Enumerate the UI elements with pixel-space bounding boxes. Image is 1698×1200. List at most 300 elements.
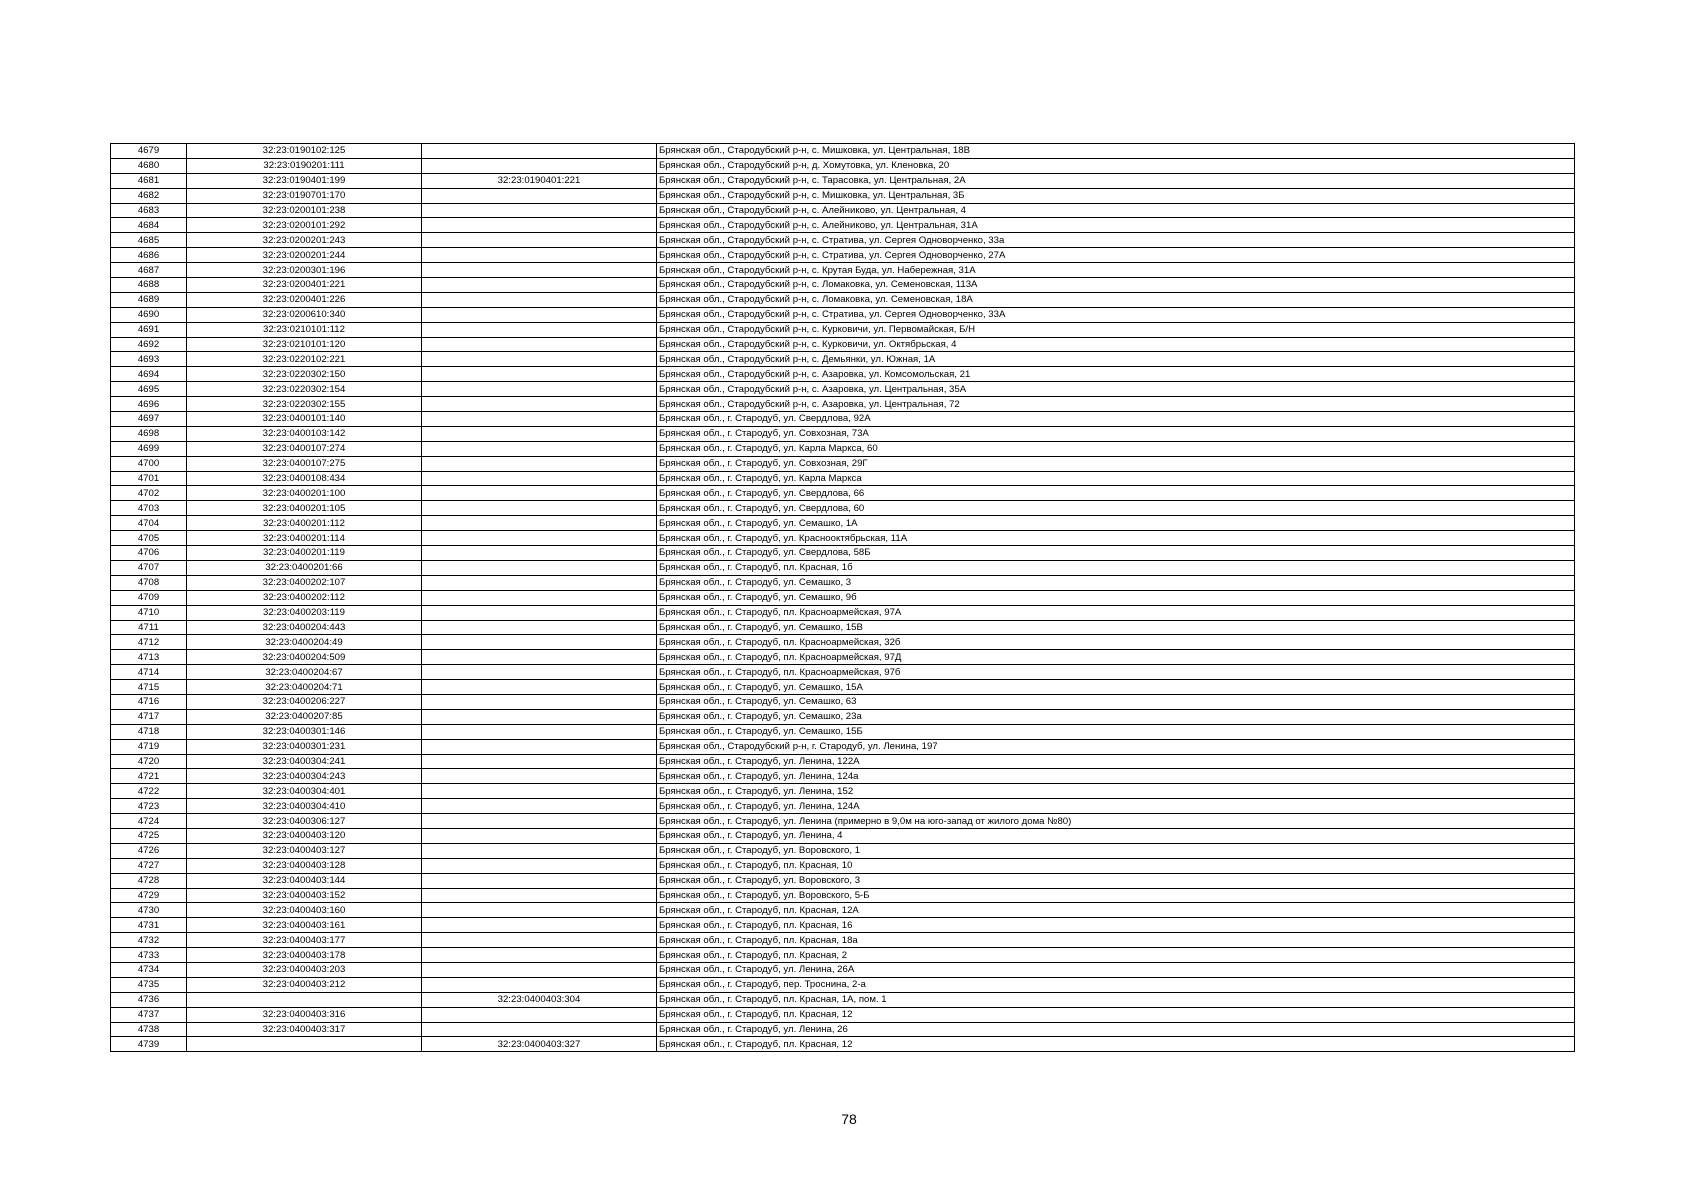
cadastral-number-cell: 32:23:0400201:66 xyxy=(187,560,422,575)
related-cadastral-number-cell xyxy=(422,546,657,561)
address-cell: Брянская обл., г. Стародуб, ул. Совхозная, 73А xyxy=(657,426,1575,441)
related-cadastral-number-cell xyxy=(422,828,657,843)
row-number-cell: 4716 xyxy=(111,694,187,709)
row-number-cell: 4727 xyxy=(111,858,187,873)
address-cell: Брянская обл., г. Стародуб, пл. Красная, 12 xyxy=(657,1037,1575,1052)
related-cadastral-number-cell xyxy=(422,486,657,501)
cadastral-number-cell: 32:23:0210101:120 xyxy=(187,337,422,352)
row-number-cell: 4722 xyxy=(111,784,187,799)
table-row xyxy=(111,680,1575,695)
row-number-cell: 4731 xyxy=(111,918,187,933)
row-number-cell: 4713 xyxy=(111,650,187,665)
row-number-cell: 4688 xyxy=(111,278,187,293)
cadastral-number-cell: 32:23:0400403:144 xyxy=(187,873,422,888)
related-cadastral-number-cell xyxy=(422,441,657,456)
address-cell: Брянская обл., г. Стародуб, ул. Свердлова, 58Б xyxy=(657,546,1575,561)
cadastral-number-cell: 32:23:0200301:196 xyxy=(187,263,422,278)
address-cell: Брянская обл., Стародубский р-н, с. Мишковка, ул. Центральная, 18В xyxy=(657,144,1575,159)
row-number-cell: 4684 xyxy=(111,218,187,233)
row-number-cell: 4735 xyxy=(111,977,187,992)
table-row xyxy=(111,144,1575,159)
row-number-cell: 4694 xyxy=(111,367,187,382)
address-cell: Брянская обл., г. Стародуб, ул. Ленина, 4 xyxy=(657,828,1575,843)
table-row xyxy=(111,382,1575,397)
related-cadastral-number-cell xyxy=(422,620,657,635)
related-cadastral-number-cell xyxy=(422,784,657,799)
row-number-cell: 4683 xyxy=(111,203,187,218)
related-cadastral-number-cell xyxy=(422,367,657,382)
cadastral-number-cell: 32:23:0400304:401 xyxy=(187,784,422,799)
row-number-cell: 4738 xyxy=(111,1022,187,1037)
related-cadastral-number-cell xyxy=(422,501,657,516)
table-row xyxy=(111,769,1575,784)
address-cell: Брянская обл., г. Стародуб, ул. Воровского, 1 xyxy=(657,843,1575,858)
cadastral-number-cell: 32:23:0400403:203 xyxy=(187,962,422,977)
related-cadastral-number-cell xyxy=(422,918,657,933)
related-cadastral-number-cell xyxy=(422,709,657,724)
cadastral-number-cell: 32:23:0400301:146 xyxy=(187,724,422,739)
cadastral-number-cell xyxy=(187,992,422,1007)
table-row xyxy=(111,233,1575,248)
cadastral-number-cell: 32:23:0190201:111 xyxy=(187,158,422,173)
cadastral-number-cell xyxy=(187,1037,422,1052)
table-row xyxy=(111,546,1575,561)
row-number-cell: 4704 xyxy=(111,516,187,531)
table-row xyxy=(111,635,1575,650)
table-row xyxy=(111,337,1575,352)
address-cell: Брянская обл., г. Стародуб, пл. Красная, 16 xyxy=(657,918,1575,933)
cadastral-number-cell: 32:23:0400403:316 xyxy=(187,1007,422,1022)
related-cadastral-number-cell xyxy=(422,471,657,486)
row-number-cell: 4711 xyxy=(111,620,187,635)
row-number-cell: 4723 xyxy=(111,799,187,814)
address-cell: Брянская обл., Стародубский р-н, с. Стратива, ул. Сергея Одноворченко, 27А xyxy=(657,248,1575,263)
row-number-cell: 4714 xyxy=(111,665,187,680)
row-number-cell: 4733 xyxy=(111,948,187,963)
cadastral-number-cell: 32:23:0400304:241 xyxy=(187,754,422,769)
cadastral-number-cell: 32:23:0400306:127 xyxy=(187,814,422,829)
related-cadastral-number-cell xyxy=(422,635,657,650)
related-cadastral-number-cell xyxy=(422,397,657,412)
table-row xyxy=(111,307,1575,322)
related-cadastral-number-cell: 32:23:0400403:327 xyxy=(422,1037,657,1052)
table-row xyxy=(111,1037,1575,1052)
related-cadastral-number-cell xyxy=(422,426,657,441)
related-cadastral-number-cell xyxy=(422,799,657,814)
address-cell: Брянская обл., г. Стародуб, ул. Ленина (примерно в 9,0м на юго-запад от жилого дома №80) xyxy=(657,814,1575,829)
cadastral-number-cell: 32:23:0400403:128 xyxy=(187,858,422,873)
address-cell: Брянская обл., г. Стародуб, ул. Ленина, 122А xyxy=(657,754,1575,769)
cadastral-number-cell: 32:23:0400403:178 xyxy=(187,948,422,963)
address-cell: Брянская обл., Стародубский р-н, с. Алейниково, ул. Центральная, 4 xyxy=(657,203,1575,218)
table-row xyxy=(111,531,1575,546)
table-row xyxy=(111,322,1575,337)
table-row xyxy=(111,560,1575,575)
address-cell: Брянская обл., Стародубский р-н, с. Азаровка, ул. Центральная, 35А xyxy=(657,382,1575,397)
related-cadastral-number-cell xyxy=(422,1022,657,1037)
row-number-cell: 4682 xyxy=(111,188,187,203)
table-row xyxy=(111,173,1575,188)
row-number-cell: 4699 xyxy=(111,441,187,456)
row-number-cell: 4691 xyxy=(111,322,187,337)
row-number-cell: 4695 xyxy=(111,382,187,397)
row-number-cell: 4729 xyxy=(111,888,187,903)
address-cell: Брянская обл., г. Стародуб, ул. Карла Маркса xyxy=(657,471,1575,486)
related-cadastral-number-cell xyxy=(422,292,657,307)
related-cadastral-number-cell xyxy=(422,754,657,769)
related-cadastral-number-cell xyxy=(422,650,657,665)
row-number-cell: 4703 xyxy=(111,501,187,516)
address-cell: Брянская обл., Стародубский р-н, с. Стратива, ул. Сергея Одноворченко, 33а xyxy=(657,233,1575,248)
table-row xyxy=(111,397,1575,412)
row-number-cell: 4702 xyxy=(111,486,187,501)
table-row xyxy=(111,426,1575,441)
cadastral-number-cell: 32:23:0200101:238 xyxy=(187,203,422,218)
row-number-cell: 4709 xyxy=(111,590,187,605)
related-cadastral-number-cell xyxy=(422,769,657,784)
related-cadastral-number-cell xyxy=(422,873,657,888)
table-row xyxy=(111,620,1575,635)
cadastral-number-cell: 32:23:0400202:107 xyxy=(187,575,422,590)
related-cadastral-number-cell xyxy=(422,233,657,248)
row-number-cell: 4685 xyxy=(111,233,187,248)
row-number-cell: 4705 xyxy=(111,531,187,546)
address-cell: Брянская обл., г. Стародуб, ул. Воровского, 5-Б xyxy=(657,888,1575,903)
cadastral-number-cell: 32:23:0190102:125 xyxy=(187,144,422,159)
related-cadastral-number-cell xyxy=(422,248,657,263)
cadastral-number-cell: 32:23:0400202:112 xyxy=(187,590,422,605)
address-cell: Брянская обл., Стародубский р-н, с. Крутая Буда, ул. Набережная, 31А xyxy=(657,263,1575,278)
row-number-cell: 4728 xyxy=(111,873,187,888)
related-cadastral-number-cell xyxy=(422,412,657,427)
related-cadastral-number-cell xyxy=(422,203,657,218)
row-number-cell: 4736 xyxy=(111,992,187,1007)
row-number-cell: 4693 xyxy=(111,352,187,367)
table-row xyxy=(111,799,1575,814)
address-cell: Брянская обл., Стародубский р-н, с. Азаровка, ул. Центральная, 72 xyxy=(657,397,1575,412)
related-cadastral-number-cell xyxy=(422,188,657,203)
cadastral-number-cell: 32:23:0200201:243 xyxy=(187,233,422,248)
related-cadastral-number-cell xyxy=(422,739,657,754)
table-row xyxy=(111,888,1575,903)
table-row xyxy=(111,456,1575,471)
related-cadastral-number-cell xyxy=(422,888,657,903)
property-registry-table xyxy=(110,143,1575,1052)
cadastral-number-cell: 32:23:0400201:119 xyxy=(187,546,422,561)
related-cadastral-number-cell xyxy=(422,263,657,278)
cadastral-number-cell: 32:23:0400101:140 xyxy=(187,412,422,427)
table-row xyxy=(111,203,1575,218)
row-number-cell: 4715 xyxy=(111,680,187,695)
row-number-cell: 4710 xyxy=(111,605,187,620)
row-number-cell: 4700 xyxy=(111,456,187,471)
row-number-cell: 4692 xyxy=(111,337,187,352)
address-cell: Брянская обл., г. Стародуб, пл. Красноармейская, 97А xyxy=(657,605,1575,620)
address-cell: Брянская обл., Стародубский р-н, с. Ломаковка, ул. Семеновская, 18А xyxy=(657,292,1575,307)
table-row xyxy=(111,471,1575,486)
address-cell: Брянская обл., г. Стародуб, пл. Красноармейская, 97Д xyxy=(657,650,1575,665)
table-row xyxy=(111,933,1575,948)
address-cell: Брянская обл., г. Стародуб, пл. Красная, 12 xyxy=(657,1007,1575,1022)
address-cell: Брянская обл., Стародубский р-н, с. Тарасовка, ул. Центральная, 2А xyxy=(657,173,1575,188)
related-cadastral-number-cell xyxy=(422,516,657,531)
related-cadastral-number-cell: 32:23:0190401:221 xyxy=(422,173,657,188)
address-cell: Брянская обл., Стародубский р-н, с. Ломаковка, ул. Семеновская, 113А xyxy=(657,278,1575,293)
row-number-cell: 4687 xyxy=(111,263,187,278)
table-row xyxy=(111,590,1575,605)
address-cell: Брянская обл., Стародубский р-н, г. Стародуб, ул. Ленина, 197 xyxy=(657,739,1575,754)
cadastral-number-cell: 32:23:0200201:244 xyxy=(187,248,422,263)
cadastral-number-cell: 32:23:0400201:114 xyxy=(187,531,422,546)
table-row xyxy=(111,188,1575,203)
cadastral-number-cell: 32:23:0400403:120 xyxy=(187,828,422,843)
cadastral-number-cell: 32:23:0400203:119 xyxy=(187,605,422,620)
address-cell: Брянская обл., Стародубский р-н, с. Алейниково, ул. Центральная, 31А xyxy=(657,218,1575,233)
address-cell: Брянская обл., г. Стародуб, ул. Ленина, 26 xyxy=(657,1022,1575,1037)
row-number-cell: 4690 xyxy=(111,307,187,322)
table-row xyxy=(111,412,1575,427)
cadastral-number-cell: 32:23:0200610:340 xyxy=(187,307,422,322)
address-cell: Брянская обл., г. Стародуб, ул. Семашко, 9б xyxy=(657,590,1575,605)
registry-table-body xyxy=(111,144,1575,1052)
cadastral-number-cell: 32:23:0400403:317 xyxy=(187,1022,422,1037)
related-cadastral-number-cell xyxy=(422,456,657,471)
cadastral-number-cell: 32:23:0400207:85 xyxy=(187,709,422,724)
address-cell: Брянская обл., г. Стародуб, пл. Красная, 2 xyxy=(657,948,1575,963)
cadastral-number-cell: 32:23:0210101:112 xyxy=(187,322,422,337)
table-row xyxy=(111,367,1575,382)
address-cell: Брянская обл., г. Стародуб, ул. Свердлова, 66 xyxy=(657,486,1575,501)
table-row xyxy=(111,486,1575,501)
cadastral-number-cell: 32:23:0400204:509 xyxy=(187,650,422,665)
related-cadastral-number-cell xyxy=(422,352,657,367)
cadastral-number-cell: 32:23:0400403:212 xyxy=(187,977,422,992)
address-cell: Брянская обл., г. Стародуб, пл. Красная, 1А, пом. 1 xyxy=(657,992,1575,1007)
address-cell: Брянская обл., г. Стародуб, ул. Карла Маркса, 60 xyxy=(657,441,1575,456)
related-cadastral-number-cell xyxy=(422,694,657,709)
address-cell: Брянская обл., г. Стародуб, ул. Свердлова, 60 xyxy=(657,501,1575,516)
address-cell: Брянская обл., г. Стародуб, ул. Ленина, 26А xyxy=(657,962,1575,977)
related-cadastral-number-cell xyxy=(422,337,657,352)
cadastral-number-cell: 32:23:0400201:105 xyxy=(187,501,422,516)
related-cadastral-number-cell xyxy=(422,382,657,397)
table-row xyxy=(111,158,1575,173)
address-cell: Брянская обл., Стародубский р-н, с. Стратива, ул. Сергея Одноворченко, 33А xyxy=(657,307,1575,322)
row-number-cell: 4707 xyxy=(111,560,187,575)
related-cadastral-number-cell xyxy=(422,278,657,293)
table-row xyxy=(111,784,1575,799)
related-cadastral-number-cell xyxy=(422,575,657,590)
row-number-cell: 4734 xyxy=(111,962,187,977)
related-cadastral-number-cell xyxy=(422,680,657,695)
row-number-cell: 4720 xyxy=(111,754,187,769)
row-number-cell: 4680 xyxy=(111,158,187,173)
row-number-cell: 4686 xyxy=(111,248,187,263)
related-cadastral-number-cell xyxy=(422,218,657,233)
cadastral-number-cell: 32:23:0400204:67 xyxy=(187,665,422,680)
table-row xyxy=(111,948,1575,963)
related-cadastral-number-cell xyxy=(422,531,657,546)
cadastral-number-cell: 32:23:0220102:221 xyxy=(187,352,422,367)
table-row xyxy=(111,1007,1575,1022)
table-row xyxy=(111,709,1575,724)
table-row xyxy=(111,903,1575,918)
row-number-cell: 4730 xyxy=(111,903,187,918)
related-cadastral-number-cell xyxy=(422,858,657,873)
table-row xyxy=(111,501,1575,516)
cadastral-number-cell: 32:23:0400403:161 xyxy=(187,918,422,933)
table-row xyxy=(111,814,1575,829)
related-cadastral-number-cell xyxy=(422,977,657,992)
related-cadastral-number-cell xyxy=(422,903,657,918)
related-cadastral-number-cell xyxy=(422,605,657,620)
cadastral-number-cell: 32:23:0220302:154 xyxy=(187,382,422,397)
cadastral-number-cell: 32:23:0190701:170 xyxy=(187,188,422,203)
related-cadastral-number-cell xyxy=(422,948,657,963)
related-cadastral-number-cell xyxy=(422,307,657,322)
cadastral-number-cell: 32:23:0220302:150 xyxy=(187,367,422,382)
address-cell: Брянская обл., Стародубский р-н, с. Азаровка, ул. Комсомольская, 21 xyxy=(657,367,1575,382)
address-cell: Брянская обл., г. Стародуб, ул. Свердлова, 92А xyxy=(657,412,1575,427)
table-row xyxy=(111,873,1575,888)
cadastral-number-cell: 32:23:0400201:100 xyxy=(187,486,422,501)
row-number-cell: 4697 xyxy=(111,412,187,427)
row-number-cell: 4717 xyxy=(111,709,187,724)
table-row xyxy=(111,665,1575,680)
cadastral-number-cell: 32:23:0400103:142 xyxy=(187,426,422,441)
row-number-cell: 4737 xyxy=(111,1007,187,1022)
table-row xyxy=(111,694,1575,709)
related-cadastral-number-cell xyxy=(422,665,657,680)
table-row xyxy=(111,754,1575,769)
table-row xyxy=(111,605,1575,620)
row-number-cell: 4725 xyxy=(111,828,187,843)
row-number-cell: 4679 xyxy=(111,144,187,159)
related-cadastral-number-cell xyxy=(422,590,657,605)
table-row xyxy=(111,739,1575,754)
address-cell: Брянская обл., г. Стародуб, пл. Красноармейская, 32б xyxy=(657,635,1575,650)
row-number-cell: 4696 xyxy=(111,397,187,412)
address-cell: Брянская обл., Стародубский р-н, с. Демьянки, ул. Южная, 1А xyxy=(657,352,1575,367)
row-number-cell: 4701 xyxy=(111,471,187,486)
table-row xyxy=(111,292,1575,307)
related-cadastral-number-cell xyxy=(422,933,657,948)
table-row xyxy=(111,441,1575,456)
address-cell: Брянская обл., г. Стародуб, ул. Семашко, 15В xyxy=(657,620,1575,635)
address-cell: Брянская обл., г. Стародуб, ул. Семашко, 3 xyxy=(657,575,1575,590)
table-row xyxy=(111,992,1575,1007)
cadastral-number-cell: 32:23:0400204:71 xyxy=(187,680,422,695)
row-number-cell: 4698 xyxy=(111,426,187,441)
address-cell: Брянская обл., г. Стародуб, ул. Совхозная, 29Г xyxy=(657,456,1575,471)
cadastral-number-cell: 32:23:0400301:231 xyxy=(187,739,422,754)
cadastral-number-cell: 32:23:0400107:274 xyxy=(187,441,422,456)
cadastral-number-cell: 32:23:0400204:443 xyxy=(187,620,422,635)
address-cell: Брянская обл., Стародубский р-н, с. Мишковка, ул. Центральная, 3Б xyxy=(657,188,1575,203)
row-number-cell: 4712 xyxy=(111,635,187,650)
row-number-cell: 4689 xyxy=(111,292,187,307)
cadastral-number-cell: 32:23:0200101:292 xyxy=(187,218,422,233)
address-cell: Брянская обл., г. Стародуб, ул. Ленина, 124А xyxy=(657,799,1575,814)
cadastral-number-cell: 32:23:0400107:275 xyxy=(187,456,422,471)
related-cadastral-number-cell: 32:23:0400403:304 xyxy=(422,992,657,1007)
row-number-cell: 4724 xyxy=(111,814,187,829)
cadastral-number-cell: 32:23:0400403:127 xyxy=(187,843,422,858)
cadastral-number-cell: 32:23:0400108:434 xyxy=(187,471,422,486)
address-cell: Брянская обл., Стародубский р-н, с. Курковичи, ул. Октябрьская, 4 xyxy=(657,337,1575,352)
cadastral-number-cell: 32:23:0400403:152 xyxy=(187,888,422,903)
cadastral-number-cell: 32:23:0400403:160 xyxy=(187,903,422,918)
table-row xyxy=(111,516,1575,531)
cadastral-number-cell: 32:23:0400201:112 xyxy=(187,516,422,531)
row-number-cell: 4732 xyxy=(111,933,187,948)
address-cell: Брянская обл., Стародубский р-н, д. Хомутовка, ул. Кленовка, 20 xyxy=(657,158,1575,173)
table-row xyxy=(111,724,1575,739)
address-cell: Брянская обл., Стародубский р-н, с. Курковичи, ул. Первомайская, Б/Н xyxy=(657,322,1575,337)
cadastral-number-cell: 32:23:0200401:226 xyxy=(187,292,422,307)
address-cell: Брянская обл., г. Стародуб, пл. Красная, 18а xyxy=(657,933,1575,948)
row-number-cell: 4681 xyxy=(111,173,187,188)
address-cell: Брянская обл., г. Стародуб, ул. Семашко, 1А xyxy=(657,516,1575,531)
row-number-cell: 4719 xyxy=(111,739,187,754)
address-cell: Брянская обл., г. Стародуб, ул. Краснооктябрьская, 11А xyxy=(657,531,1575,546)
table-row xyxy=(111,263,1575,278)
cadastral-number-cell: 32:23:0400204:49 xyxy=(187,635,422,650)
address-cell: Брянская обл., г. Стародуб, пер. Троснина, 2-а xyxy=(657,977,1575,992)
address-cell: Брянская обл., г. Стародуб, пл. Красноармейская, 97б xyxy=(657,665,1575,680)
address-cell: Брянская обл., г. Стародуб, ул. Семашко, 63 xyxy=(657,694,1575,709)
address-cell: Брянская обл., г. Стародуб, ул. Семашко, 15А xyxy=(657,680,1575,695)
row-number-cell: 4726 xyxy=(111,843,187,858)
table-row xyxy=(111,918,1575,933)
related-cadastral-number-cell xyxy=(422,814,657,829)
address-cell: Брянская обл., г. Стародуб, ул. Воровского, 3 xyxy=(657,873,1575,888)
related-cadastral-number-cell xyxy=(422,158,657,173)
table-row xyxy=(111,1022,1575,1037)
related-cadastral-number-cell xyxy=(422,724,657,739)
row-number-cell: 4739 xyxy=(111,1037,187,1052)
address-cell: Брянская обл., г. Стародуб, ул. Ленина, 124а xyxy=(657,769,1575,784)
cadastral-number-cell: 32:23:0200401:221 xyxy=(187,278,422,293)
address-cell: Брянская обл., г. Стародуб, ул. Семашко, 23а xyxy=(657,709,1575,724)
address-cell: Брянская обл., г. Стародуб, ул. Семашко, 15Б xyxy=(657,724,1575,739)
page-number: 78 xyxy=(841,1111,857,1127)
table-row xyxy=(111,843,1575,858)
related-cadastral-number-cell xyxy=(422,962,657,977)
table-row xyxy=(111,352,1575,367)
address-cell: Брянская обл., г. Стародуб, пл. Красная, 1б xyxy=(657,560,1575,575)
table-row xyxy=(111,977,1575,992)
cadastral-number-cell: 32:23:0220302:155 xyxy=(187,397,422,412)
table-row xyxy=(111,278,1575,293)
cadastral-number-cell: 32:23:0400403:177 xyxy=(187,933,422,948)
table-row xyxy=(111,218,1575,233)
row-number-cell: 4708 xyxy=(111,575,187,590)
cadastral-number-cell: 32:23:0400206:227 xyxy=(187,694,422,709)
related-cadastral-number-cell xyxy=(422,560,657,575)
table-row xyxy=(111,858,1575,873)
related-cadastral-number-cell xyxy=(422,1007,657,1022)
cadastral-number-cell: 32:23:0190401:199 xyxy=(187,173,422,188)
row-number-cell: 4721 xyxy=(111,769,187,784)
table-row xyxy=(111,248,1575,263)
row-number-cell: 4718 xyxy=(111,724,187,739)
address-cell: Брянская обл., г. Стародуб, пл. Красная, 10 xyxy=(657,858,1575,873)
address-cell: Брянская обл., г. Стародуб, пл. Красная, 12А xyxy=(657,903,1575,918)
cadastral-number-cell: 32:23:0400304:243 xyxy=(187,769,422,784)
row-number-cell: 4706 xyxy=(111,546,187,561)
cadastral-number-cell: 32:23:0400304:410 xyxy=(187,799,422,814)
